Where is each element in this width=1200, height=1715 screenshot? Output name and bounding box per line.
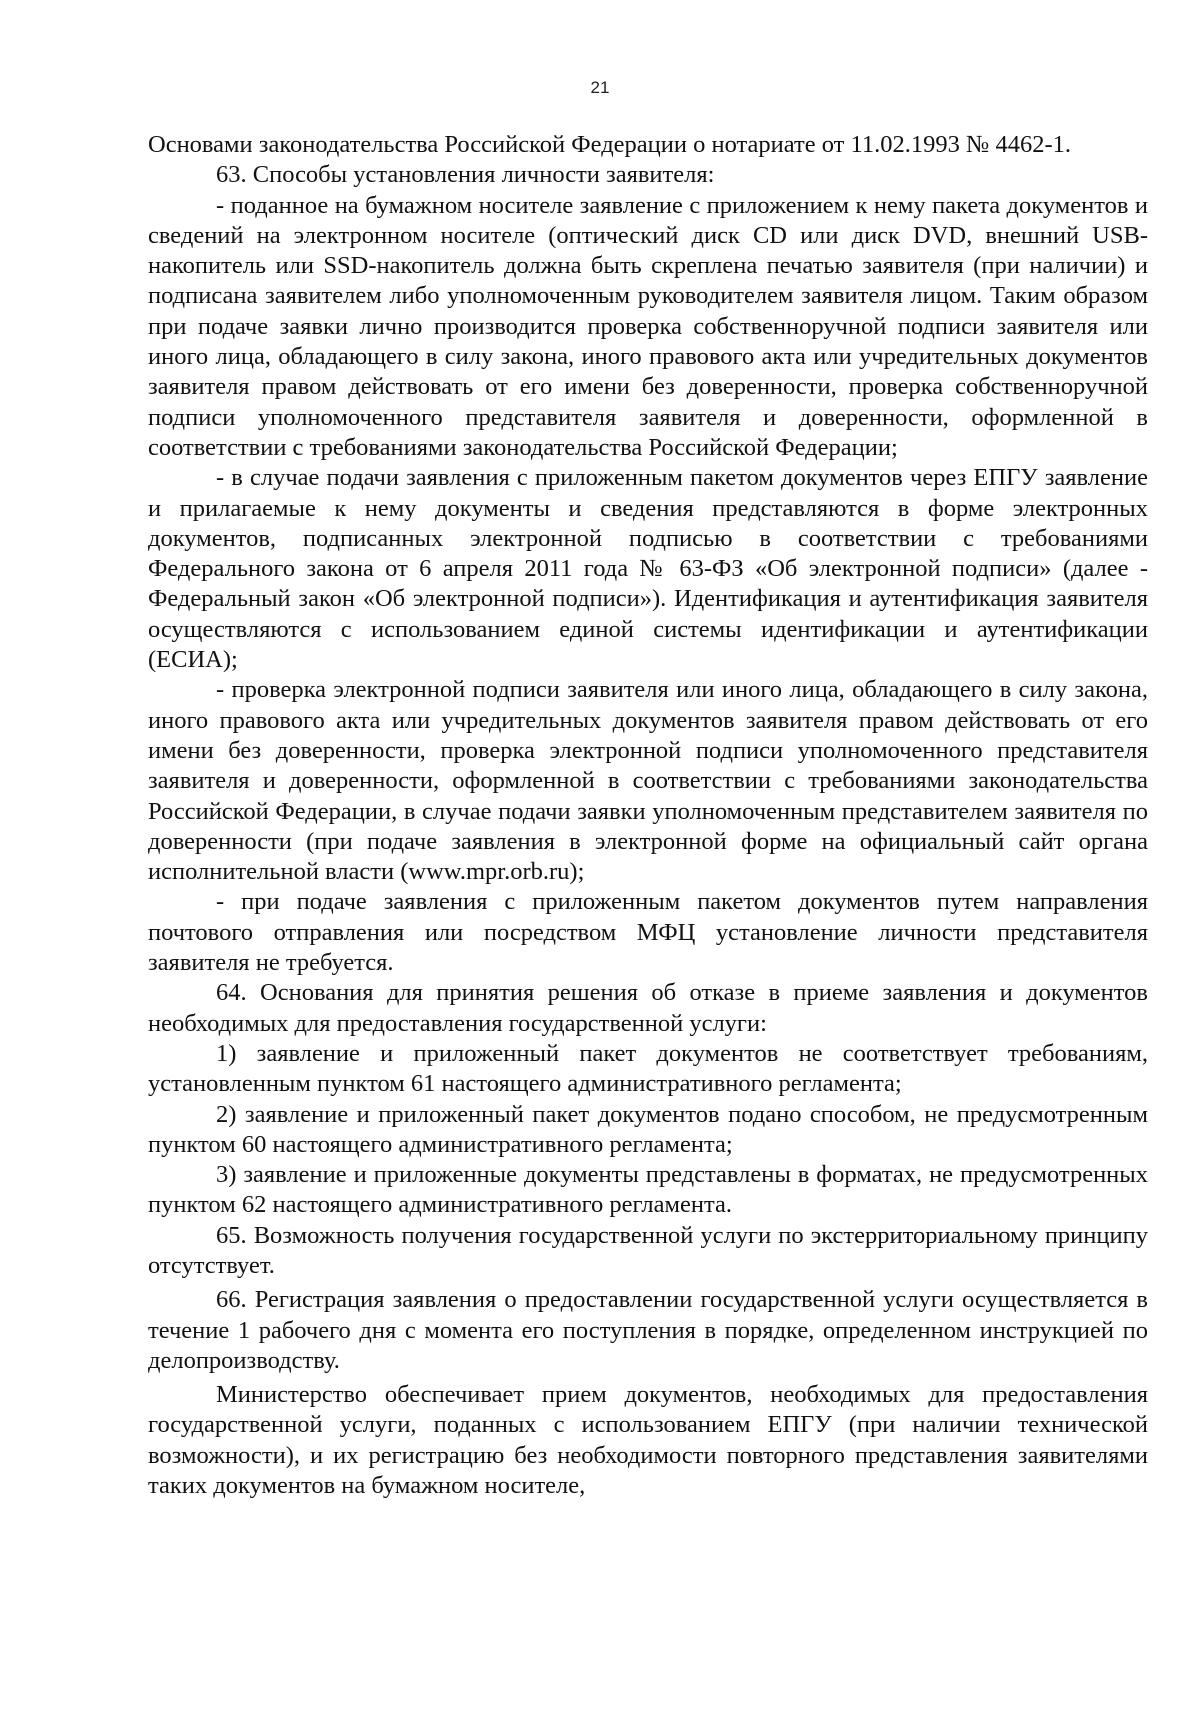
paragraph-item-64: 64. Основания для принятия решения об отказе в приеме заявления и документов необходимых для предоставления государственной услуги: bbox=[148, 979, 1148, 1037]
paragraph-refusal-reason-3: 3) заявление и приложенные документы представлены в форматах, не предусмотренных пунктом 62 настоящего административного регламента. bbox=[148, 1161, 1148, 1219]
paragraph-refusal-reason-1: 1) заявление и приложенный пакет документов не соответствует требованиям, установленным пунктом 61 настоящего административного регламента; bbox=[148, 1039, 1148, 1098]
paragraph-epgu-submission: - в случае подачи заявления с приложенным пакетом документов через ЕПГУ заявление и прилагаемые к нему документы и сведения представляются в форме электронных документов, подписанных электронной подписью в соответствии с требованиями Федерального закона от 6 апреля 2011 года № 63-ФЗ «Об электронной подписи» (далее - Федеральный закон «Об электронной подписи»). Идентификация и аутентификация заявителя осуществляются с использованием единой системы идентификации и аутентификации (ЕСИА); bbox=[148, 464, 1148, 674]
paragraph-continuation: Основами законодательства Российской Федерации о нотариате от 11.02.1993 № 4462-1. bbox=[148, 131, 1071, 158]
paragraph-item-63: 63. Способы установления личности заявителя: bbox=[216, 161, 715, 189]
paragraph-postal-submission: - при подаче заявления с приложенным пакетом документов путем направления почтового отправления или посредством МФЦ установление личности представителя заявителя не требуется. bbox=[148, 888, 1148, 977]
paragraph-refusal-reason-2: 2) заявление и приложенный пакет документов подано способом, не предусмотренным пунктом 60 настоящего административного регламента; bbox=[148, 1100, 1148, 1158]
document-body bbox=[148, 130, 1148, 1501]
paragraph-paper-submission: - поданное на бумажном носителе заявление с приложением к нему пакета документов и сведений на электронном носителе (оптический диск CD или диск DVD, внешний USB-накопитель или SSD-накопитель должна быть скреплена печатью заявителя (при наличии) и подписана заявителем либо уполномоченным руководителем заявителя лицом. Таким образом при подаче заявки лично производится проверка собственноручной подписи заявителя или иного лица, обладающего в силу закона, иного правового акта или учредительных документов заявителя правом действовать от его имени без доверенности, проверка собственноручной подписи уполномоченного представителя заявителя и доверенности, оформленной в соответствии с требованиями законодательства Российской Федерации; bbox=[148, 191, 1148, 461]
paragraph-ministry: Министерство обеспечивает прием документов, необходимых для предоставления государственной услуги, поданных с использованием ЕПГУ (при наличии технической возможности), и их регистрацию без необходимости повторного представления заявителями таких документов на бумажном носителе, bbox=[148, 1381, 1148, 1500]
page-number: 21 bbox=[590, 78, 610, 97]
paragraph-signature-check: - проверка электронной подписи заявителя или иного лица, обладающего в силу закона, иного правового акта или учредительных документов заявителя правом действовать от его имени без доверенности, проверка электронной подписи уполномоченного представителя заявителя и доверенности, оформленной в соответствии с требованиями законодательства Российской Федерации, в случае подачи заявки уполномоченным представителем заявителя по доверенности (при подаче заявления в электронной форме на официальный сайт органа исполнительной власти (www.mpr.orb.ru); bbox=[148, 676, 1148, 886]
paragraph-item-66: 66. Регистрация заявления о предоставлении государственной услуги осуществляется в течение 1 рабочего дня с момента его поступления в порядке, определенном инструкцией по делопроизводству. bbox=[148, 1286, 1148, 1374]
paragraph-item-65: 65. Возможность получения государственной услуги по экстерриториальному принципу отсутствует. bbox=[148, 1221, 1148, 1279]
